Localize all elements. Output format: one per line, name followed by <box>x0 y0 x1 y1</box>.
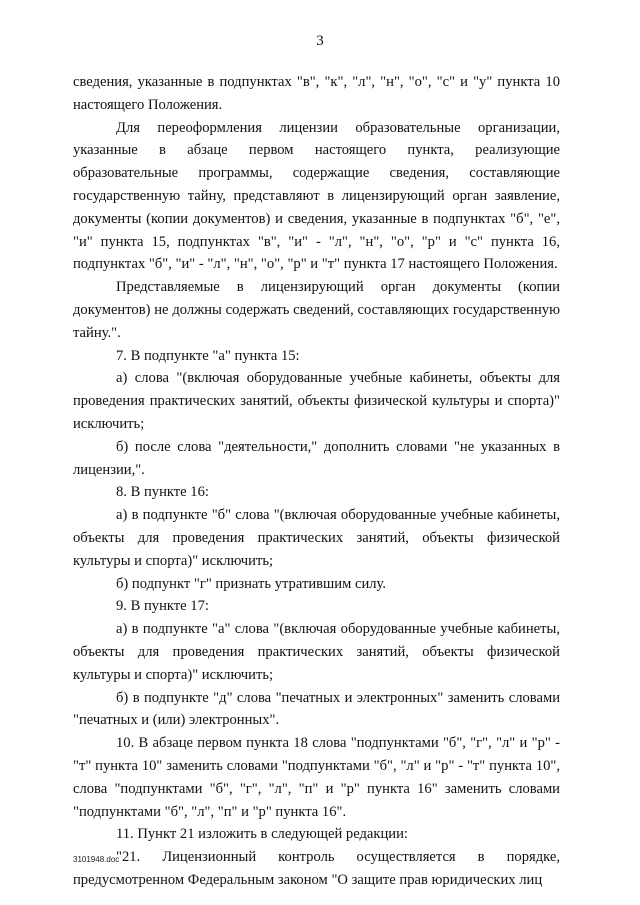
paragraph-5: а) слова "(включая оборудованные учебные кабинеты, объекты для проведения практических занятий, объекты физической культуры и спорта)" исключить; <box>73 370 560 432</box>
paragraph-4: 7. В подпункте "а" пункта 15: <box>116 347 300 364</box>
paragraph-11: а) в подпункте "а" слова "(включая оборудованные учебные кабинеты, объекты для проведения практических занятий, объекты физической культуры и спорта)" исключить; <box>73 621 560 683</box>
file-name-footer: 3101948.doc <box>73 855 120 864</box>
paragraph-10: 9. В пункте 17: <box>116 598 209 615</box>
page-number: 3 <box>316 33 324 49</box>
paragraph-12: б) в подпункте "д" слова "печатных и электронных" заменить словами "печатных и (или) электронных". <box>73 689 560 729</box>
paragraph-13: 10. В абзаце первом пункта 18 слова "подпунктами "б", "г", "л" и "р" - "т" пункта 10" заменить словами "подпунктами "б", "л" и "р" - "т" пункта 10", слова "подпунктами "б", "г", "л", "п" и "р" пункта 16" заменить словами "подпунктами "б", "л", "п" и "р" пункта 16". <box>73 735 560 820</box>
paragraph-14: 11. Пункт 21 изложить в следующей редакции: <box>116 826 408 843</box>
paragraph-1: сведения, указанные в подпунктах "в", "к", "л", "н", "о", "с" и "у" пункта 10 настоящего Положения. <box>73 74 560 113</box>
paragraph-2: Для переоформления лицензии образовательные организации, указанные в абзаце первом настоящего пункта, реализующие образовательные программы, содержащие сведения, составляющие государственную тайну, представляют в лицензирующий орган заявление, документы (копии документов) и сведения, указанные в подпунктах "б", "е", "и" пункта 15, подпунктах "в", "и" - "л", "н", "о", "р" и "с" пункта 16, подпунктах "б", "и" - "л", "н", "о", "р" и "т" пункта 17 настоящего Положения. <box>73 119 560 273</box>
paragraph-15: "21. Лицензионный контроль осуществляется в порядке, предусмотренном Федеральным законом "О защите прав юридических лиц <box>73 849 560 888</box>
paragraph-6: б) после слова "деятельности," дополнить словами "не указанных в лицензии,". <box>73 438 560 478</box>
paragraph-8: а) в подпункте "б" слова "(включая оборудованные учебные кабинеты, объекты для проведения практических занятий, объекты физической культуры и спорта)" исключить; <box>73 507 560 569</box>
paragraph-7: 8. В пункте 16: <box>116 484 209 501</box>
paragraph-3: Представляемые в лицензирующий орган документы (копии документов) не должны содержать сведений, составляющих государственную тайну.". <box>73 279 560 341</box>
paragraph-9: б) подпункт "г" признать утратившим силу. <box>116 575 387 592</box>
document-body <box>73 71 560 892</box>
